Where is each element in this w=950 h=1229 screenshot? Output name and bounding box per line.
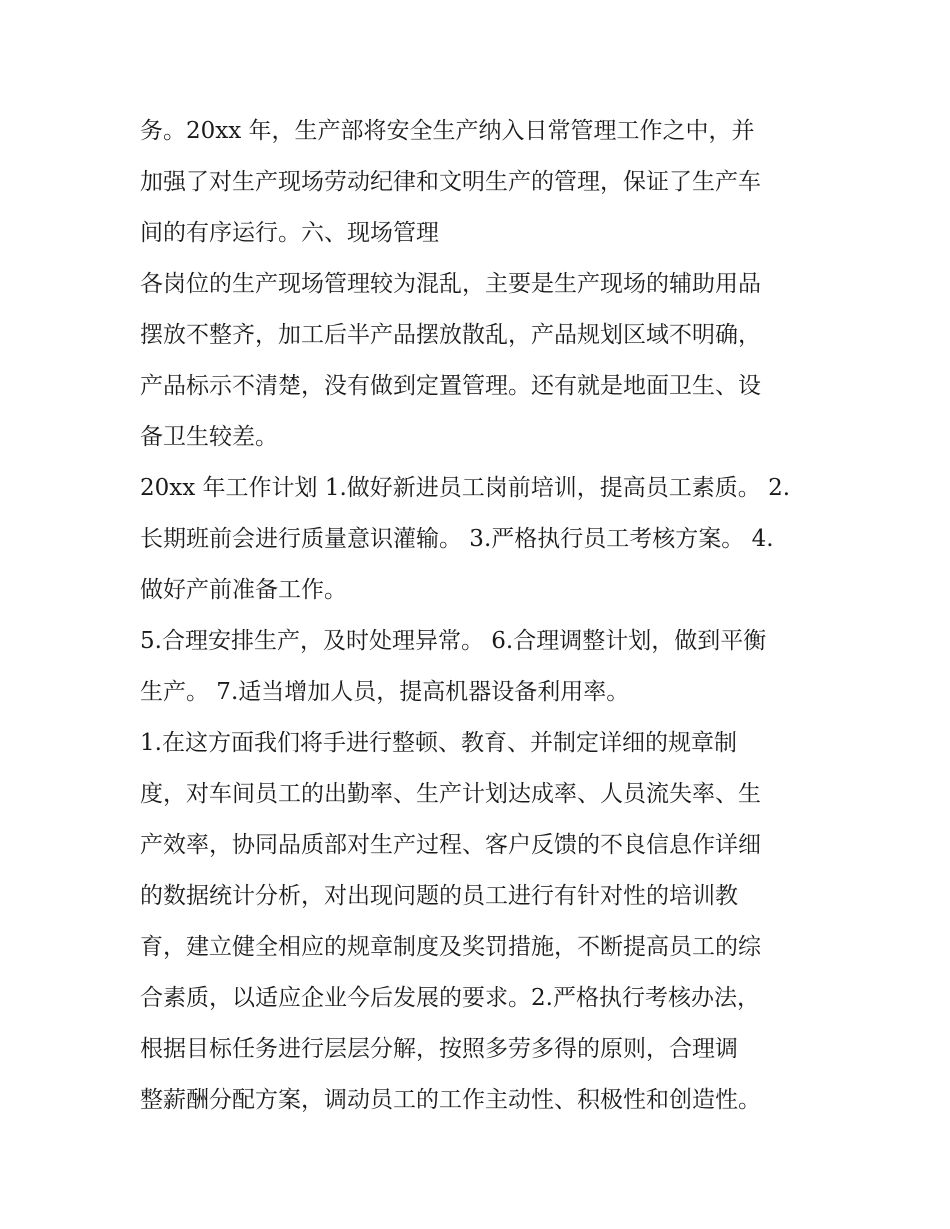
text-line: 摆放不整齐，加工后半产品摆放散乱，产品规划区域不明确， xyxy=(140,322,761,348)
text-line: 长期班前会进行质量意识灌输。 3.严格执行员工考核方案。 4. xyxy=(140,526,774,552)
text-line: 根据目标任务进行层层分解，按照多劳多得的原则，合理调 xyxy=(140,1036,738,1062)
text-line: 20xx 年工作计划 1.做好新进员工岗前培训，提高员工素质。 2. xyxy=(140,475,791,501)
text-line: 产效率，协同品质部对生产过程、客户反馈的不良信息作详细 xyxy=(140,832,761,858)
text-line: 产品标示不清楚，没有做到定置管理。还有就是地面卫生、设 xyxy=(140,373,761,399)
document-body xyxy=(140,106,820,1126)
text-line: 育，建立健全相应的规章制度及奖罚措施，不断提高员工的综 xyxy=(140,934,761,960)
text-line: 度，对车间员工的出勤率、生产计划达成率、人员流失率、生 xyxy=(140,781,761,807)
text-line: 做好产前准备工作。 xyxy=(140,577,347,603)
text-line: 1.在这方面我们将手进行整顿、教育、并制定详细的规章制 xyxy=(140,730,737,756)
text-line: 加强了对生产现场劳动纪律和文明生产的管理，保证了生产车 xyxy=(140,169,761,195)
text-line: 整薪酬分配方案，调动员工的工作主动性、积极性和创造性。 xyxy=(140,1087,761,1113)
text-line: 各岗位的生产现场管理较为混乱，主要是生产现场的辅助用品 xyxy=(140,271,761,297)
text-line: 5.合理安排生产，及时处理异常。 6.合理调整计划，做到平衡 xyxy=(140,628,767,654)
text-line: 务。20xx 年，生产部将安全生产纳入日常管理工作之中，并 xyxy=(140,118,755,144)
text-line: 备卫生较差。 xyxy=(140,424,278,450)
text-line: 的数据统计分析，对出现问题的员工进行有针对性的培训教 xyxy=(140,883,738,909)
text-line: 间的有序运行。六、现场管理 xyxy=(140,220,439,246)
text-line: 合素质，以适应企业今后发展的要求。2.严格执行考核办法， xyxy=(140,985,760,1011)
text-line: 生产。 7.适当增加人员，提高机器设备利用率。 xyxy=(140,679,630,705)
